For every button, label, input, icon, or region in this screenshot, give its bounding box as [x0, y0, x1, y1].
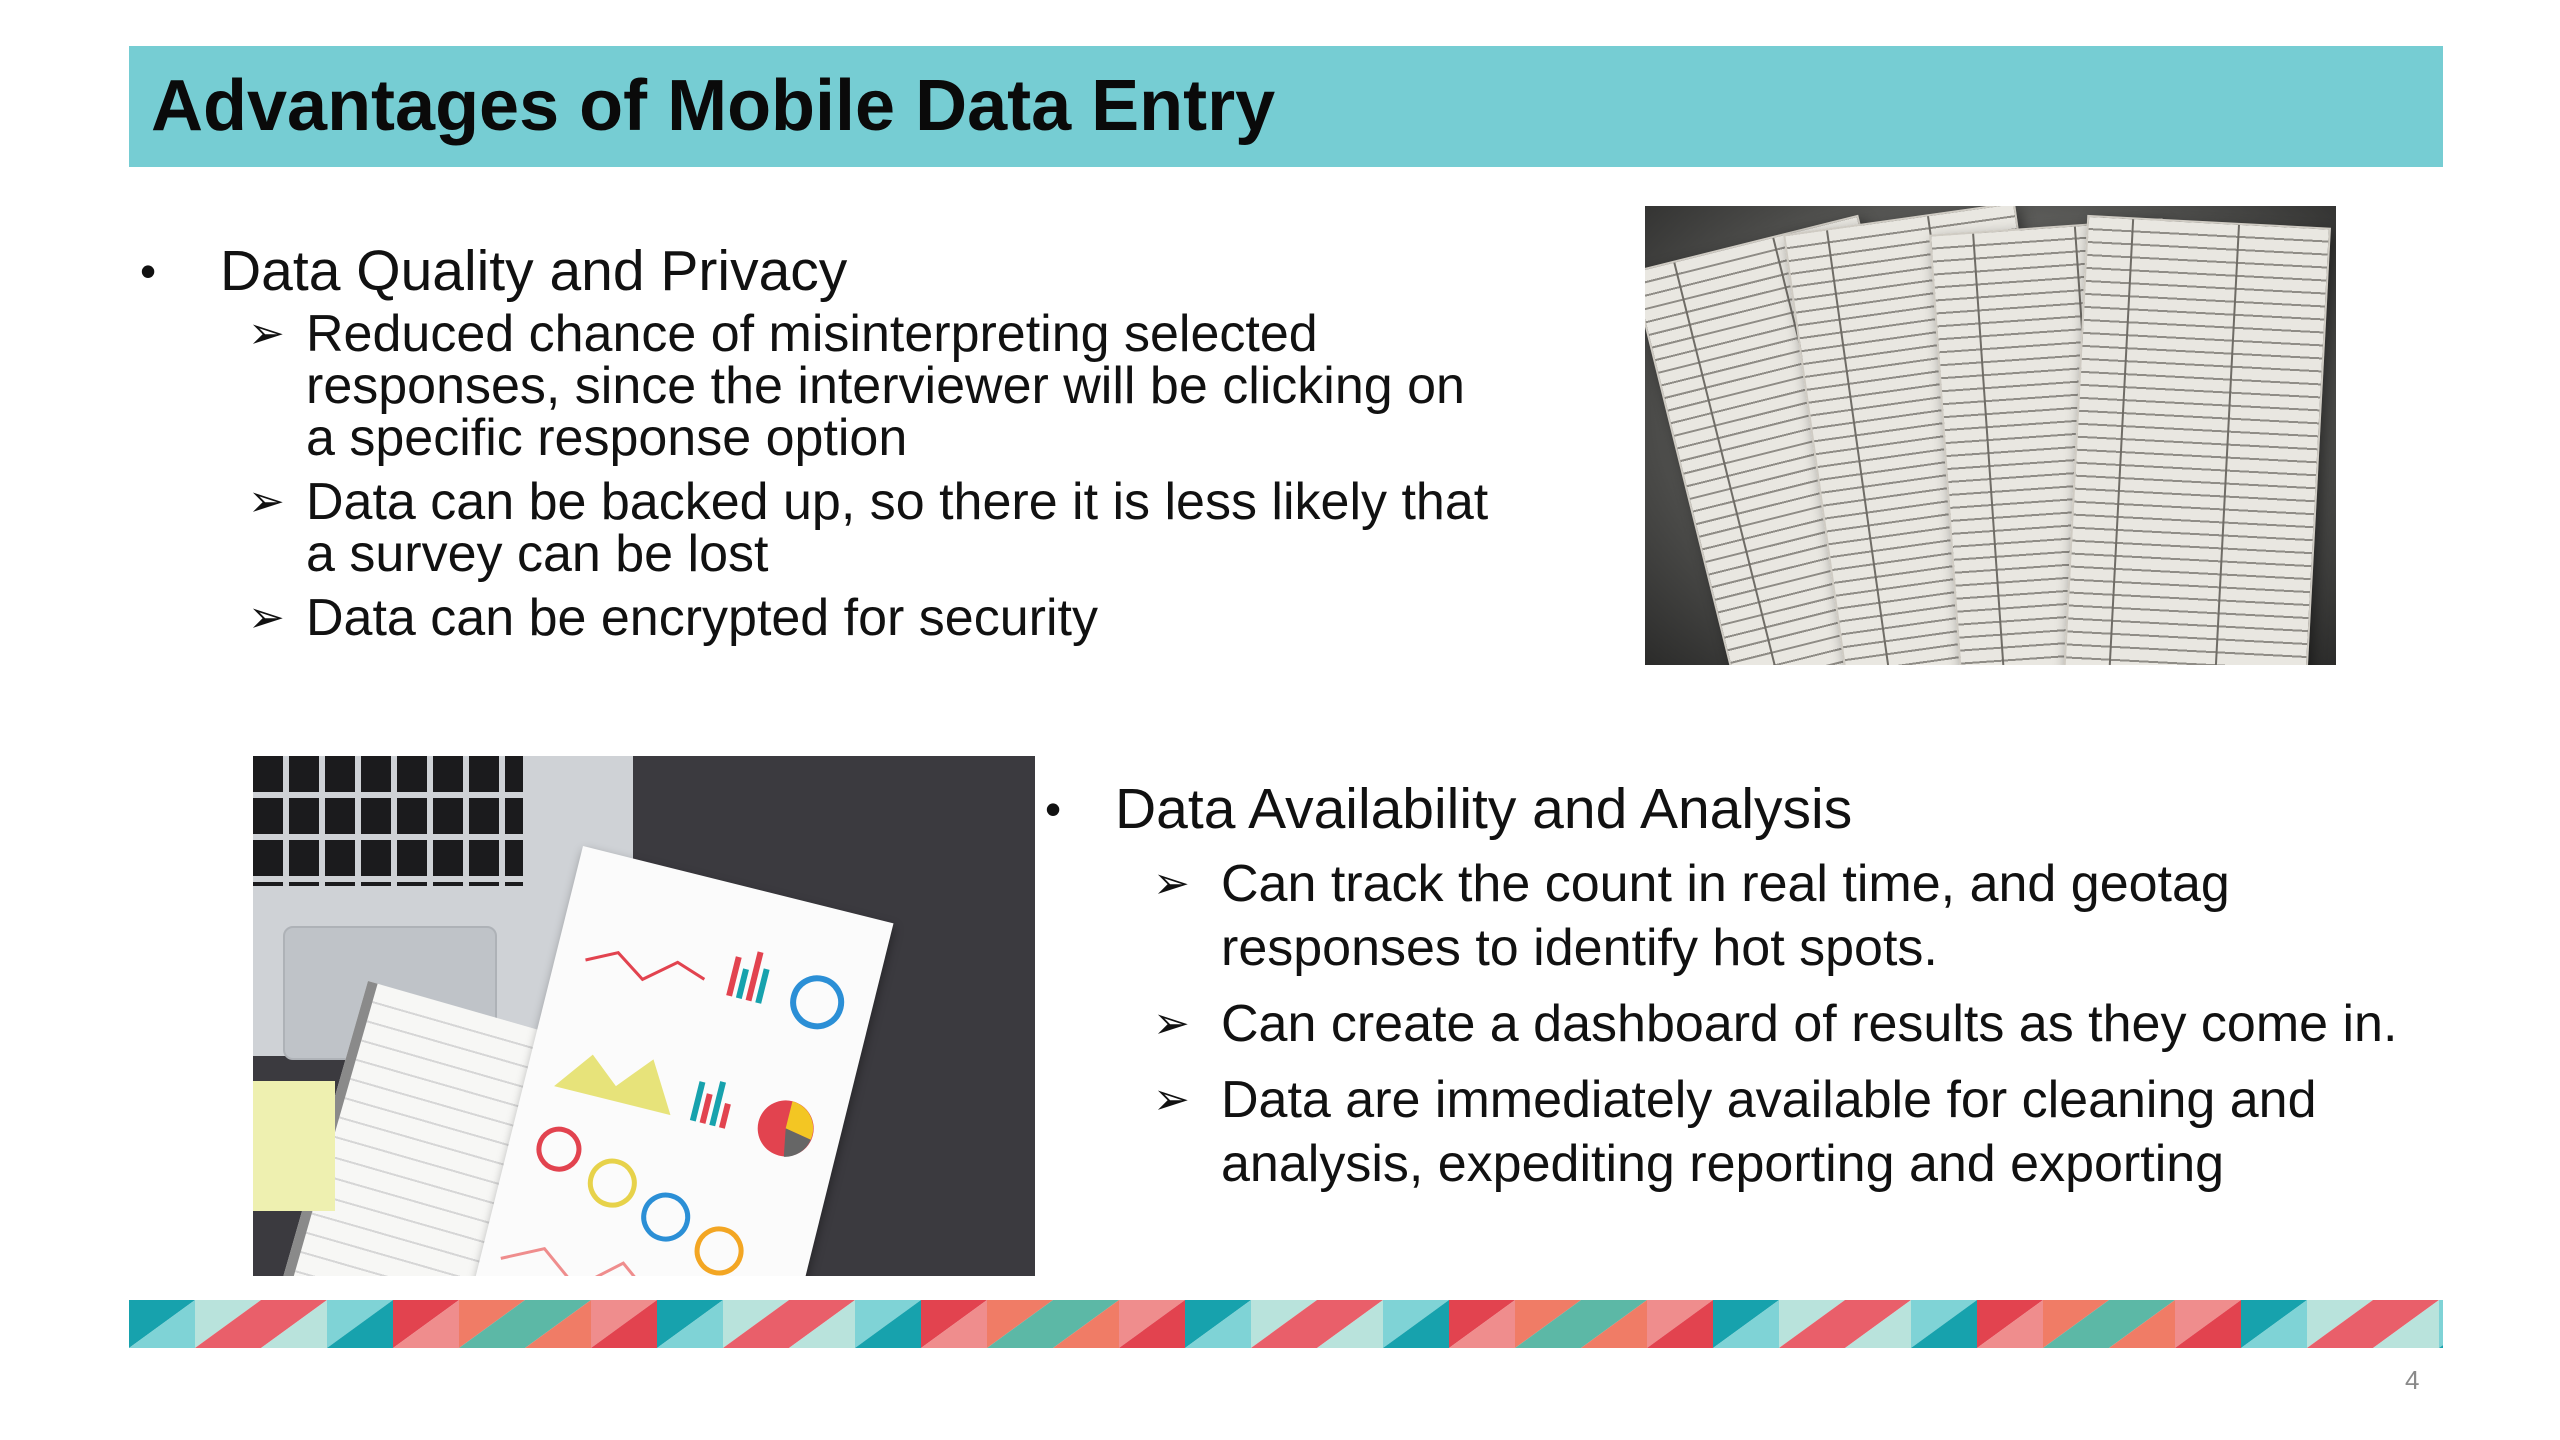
sub-bullet-list [1153, 852, 2465, 1196]
arrow-bullet-icon: ➢ [248, 309, 285, 358]
dashboard-desk-photo [253, 756, 1035, 1276]
list-item-line: Data are immediately available for cleaning and [1221, 1071, 2317, 1129]
sub-bullet-list [248, 305, 1570, 647]
list-item-line: Can create a dashboard of results as they come in. [1221, 995, 2398, 1053]
section-heading [140, 232, 1570, 310]
arrow-bullet-icon: ➢ [248, 477, 285, 526]
list-item-line: Can track the count in real time, and geotag [1221, 855, 2230, 913]
list-item [248, 589, 1570, 647]
arrow-bullet-icon: ➢ [1153, 1075, 1190, 1124]
section-heading-text: Data Availability and Analysis [1115, 777, 1853, 841]
page-number: 4 [2405, 1365, 2420, 1395]
keyboard-icon [253, 756, 523, 886]
list-item-line: Data can be encrypted for security [306, 589, 1098, 647]
section-data-availability [1045, 770, 2465, 1208]
list-item-line: Reduced chance of misinterpreting selected [306, 305, 1318, 363]
arrow-bullet-icon: ➢ [1153, 999, 1190, 1048]
list-item-line: responses, since the interviewer will be clicking on [306, 357, 1465, 415]
list-item [1153, 852, 2465, 980]
list-item-line: a survey can be lost [306, 525, 769, 583]
list-item-line: a specific response option [306, 409, 908, 467]
list-item [248, 305, 1570, 467]
bullet-icon: • [140, 245, 157, 297]
paper-forms-photo [1645, 206, 2336, 665]
section-heading [1045, 770, 2465, 848]
slide-title: Advantages of Mobile Data Entry [151, 66, 1276, 146]
sticky-note-icon [253, 1081, 335, 1211]
list-item-line: Data can be backed up, so there it is less likely that [306, 473, 1489, 531]
title-bar [129, 46, 2443, 167]
arrow-bullet-icon: ➢ [248, 593, 285, 642]
decorative-triangle-strip [129, 1300, 2443, 1348]
bullet-icon: • [1045, 783, 1062, 835]
list-item-line: analysis, expediting reporting and exporting [1221, 1135, 2225, 1193]
list-item-line: responses to identify hot spots. [1221, 919, 1938, 977]
paper-sheet [2063, 215, 2331, 665]
arrow-bullet-icon: ➢ [1153, 859, 1190, 908]
list-item [1153, 992, 2465, 1056]
strip-triangle [2439, 1300, 2443, 1348]
section-data-quality [140, 232, 1570, 656]
list-item [248, 473, 1570, 583]
list-item [1153, 1068, 2465, 1196]
section-heading-text: Data Quality and Privacy [220, 239, 848, 303]
